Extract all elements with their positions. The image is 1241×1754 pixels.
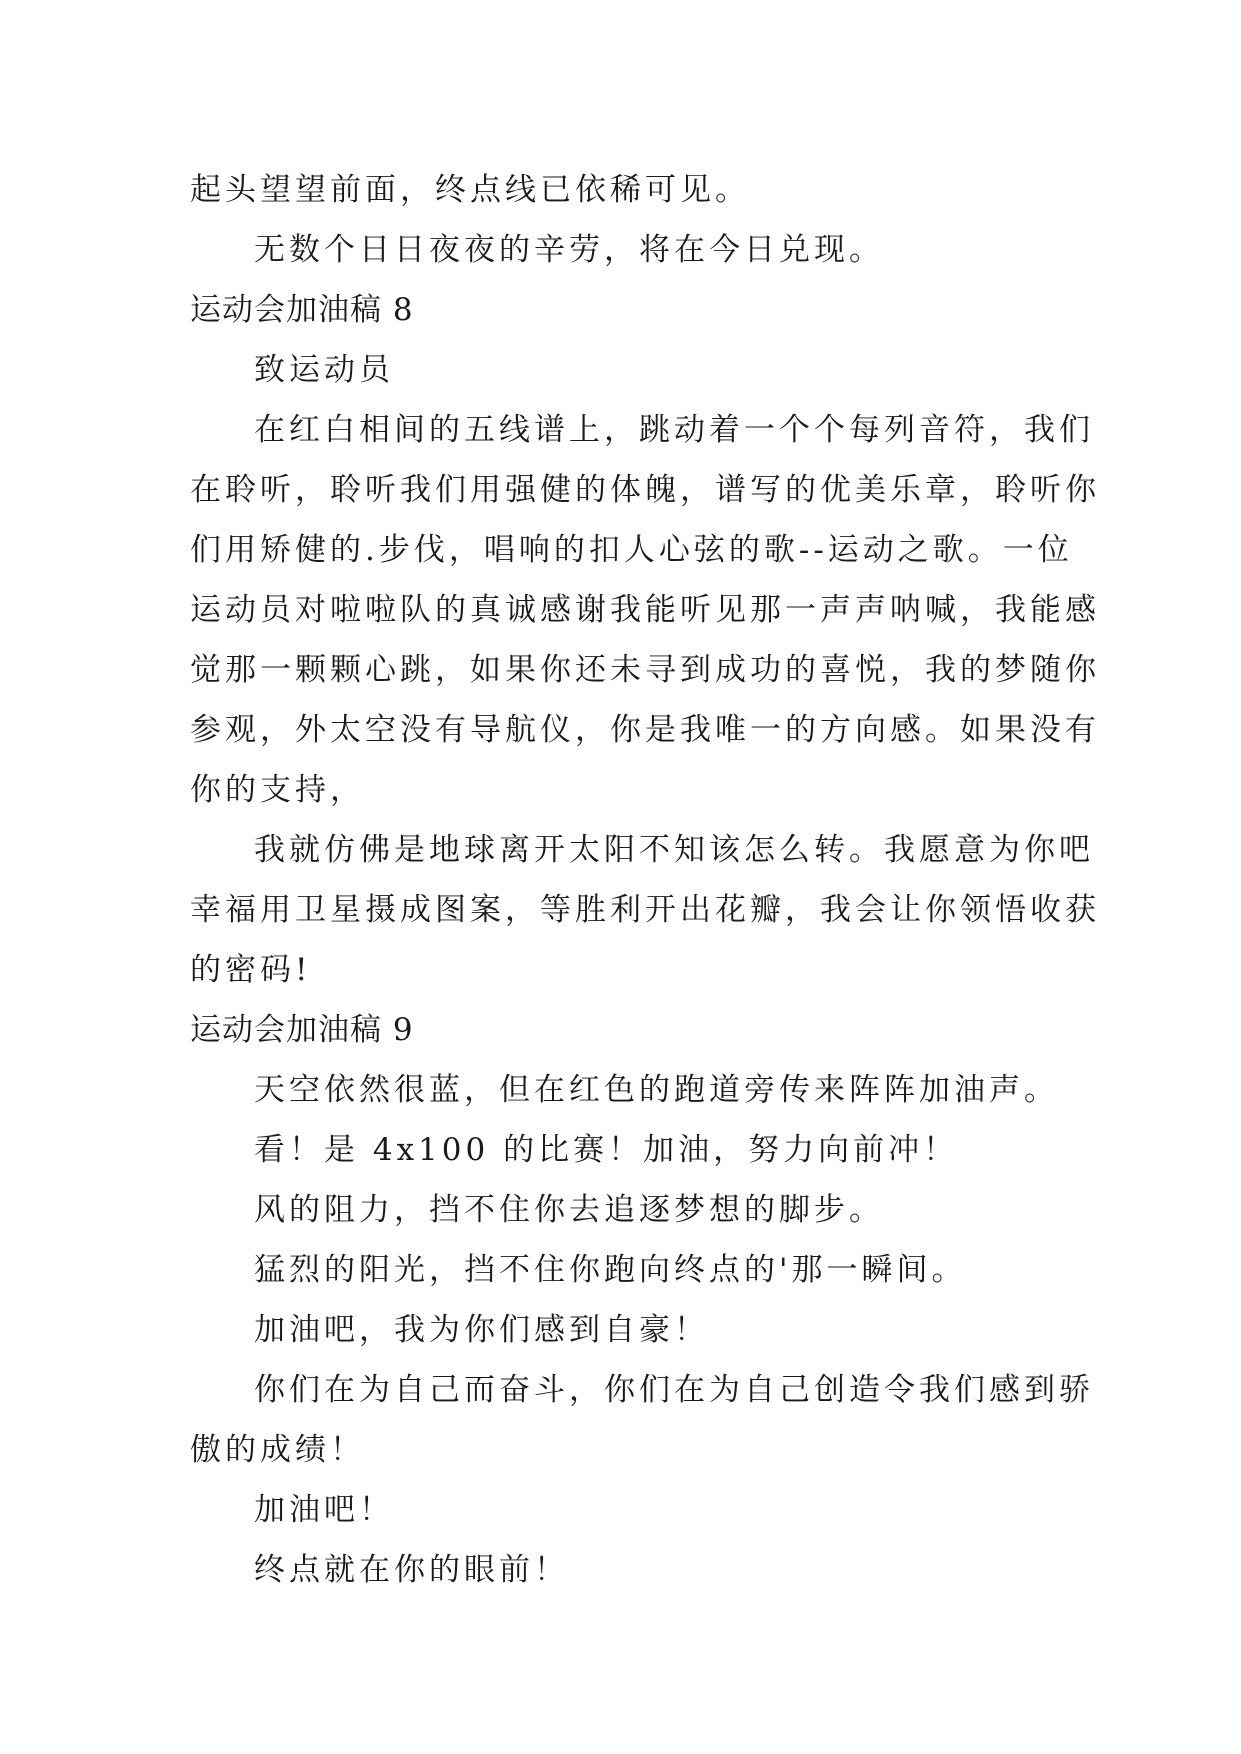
paragraph-line: 加油吧！ [254,1492,394,1528]
paragraph-line: 无数个日日夜夜的辛劳，将在今日兑现。 [254,232,884,268]
document-body [190,160,1100,1600]
section-heading: 运动会加油稿 8 [190,292,414,328]
paragraph-line: 加油吧，我为你们感到自豪！ [254,1312,709,1348]
paragraph-line: 傲的成绩！ [190,1432,365,1468]
paragraph-line: 看！是 4x100 的比赛！加油，努力向前冲！ [254,1132,959,1168]
paragraph-line: 猛烈的阳光，挡不住你跑向终点的'那一瞬间。 [254,1252,967,1288]
paragraph-line: 你的支持， [190,772,365,808]
paragraph-line: 风的阻力，挡不住你去追逐梦想的脚步。 [254,1192,884,1228]
paragraph-line: 的密码! [190,952,312,988]
paragraph-line: 们用矫健的.步伐，唱响的扣人心弦的歌--运动之歌。一位 [190,532,1073,568]
paragraph-line: 我就仿佛是地球离开太阳不知该怎么转。我愿意为你吧 [254,832,1094,868]
paragraph-line: 终点就在你的眼前！ [254,1552,569,1588]
paragraph-line: 幸福用卫星摄成图案，等胜利开出花瓣，我会让你领悟收获 [190,892,1100,928]
paragraph-line: 你们在为自己而奋斗，你们在为自己创造令我们感到骄 [254,1372,1094,1408]
paragraph-line: 在红白相间的五线谱上，跳动着一个个每列音符，我们 [254,412,1094,448]
section-heading: 运动会加油稿 9 [190,1012,414,1048]
paragraph-line: 致运动员 [254,352,394,388]
paragraph-line: 起头望望前面，终点线已依稀可见。 [190,172,750,208]
paragraph-line: 觉那一颗颗心跳，如果你还未寻到成功的喜悦，我的梦随你 [190,652,1100,688]
paragraph-line: 参观，外太空没有导航仪，你是我唯一的方向感。如果没有 [190,712,1100,748]
paragraph-line: 在聆听，聆听我们用强健的体魄，谱写的优美乐章，聆听你 [190,472,1100,508]
paragraph-line: 天空依然很蓝，但在红色的跑道旁传来阵阵加油声。 [254,1072,1059,1108]
paragraph-line: 运动员对啦啦队的真诚感谢我能听见那一声声呐喊，我能感 [190,592,1100,628]
